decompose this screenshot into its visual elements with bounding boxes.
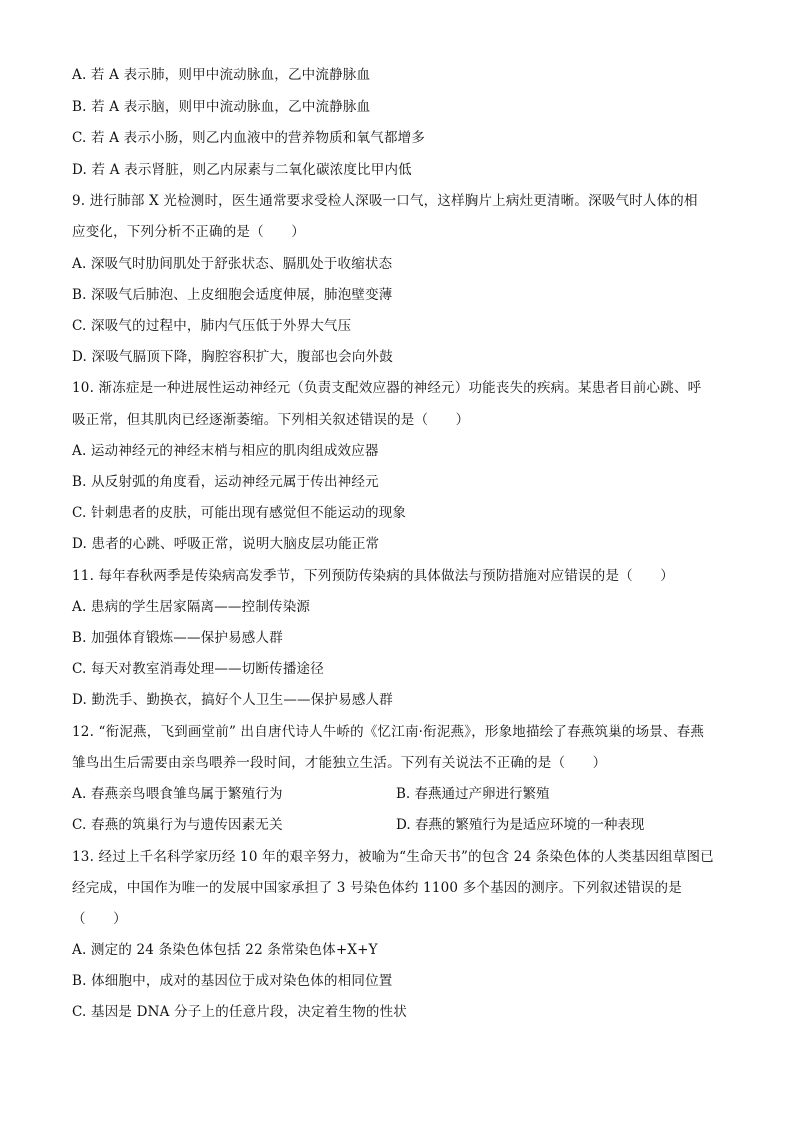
q10-option-a: A. 运动神经元的神经末梢与相应的肌肉组成效应器 (72, 443, 379, 459)
q11-stem-line1: 11. 每年春秋两季是传染病高发季节，下列预防传染病的具体做法与预防措施对应错误的是（ ） (72, 568, 674, 584)
q11-option-d: D. 勤洗手、勤换衣，搞好个人卫生——保护易感人群 (72, 692, 393, 708)
q10-stem-line1: 10. 渐冻症是一种进展性运动神经元（负责支配效应器的神经元）功能丧失的疾病。某患者目前心跳、呼 (72, 380, 702, 396)
q12-option-a: A. 春燕亲鸟喂食雏鸟属于繁殖行为 (72, 786, 283, 802)
q8-option-c: C. 若 A 表示小肠，则乙内血液中的营养物质和氧气都增多 (72, 130, 426, 146)
q10-option-d: D. 患者的心跳、呼吸正常，说明大脑皮层功能正常 (72, 536, 380, 552)
q9-option-d: D. 深吸气膈顶下降，胸腔容积扩大，腹部也会向外鼓 (72, 349, 393, 365)
q13-option-c: C. 基因是 DNA 分子上的任意片段，决定着生物的性状 (72, 1004, 407, 1020)
q13-stem-line2: 经完成，中国作为唯一的发展中国家承担了 3 号染色体约 1100 多个基因的测序。下列叙述错误的是 (72, 880, 682, 896)
q10-option-c: C. 针刺患者的皮肤，可能出现有感觉但不能运动的现象 (72, 505, 407, 521)
q12-stem-line1: 12. “衔泥燕，飞到画堂前” 出自唐代诗人牛峤的《忆江南·衔泥燕》，形象地描绘了春燕筑巢的场景、春燕 (72, 724, 705, 740)
q12-option-c: C. 春燕的筑巢行为与遗传因素无关 (72, 817, 283, 833)
q10-stem-line2: 吸正常，但其肌肉已经逐渐萎缩。下列相关叙述错误的是（ ） (72, 412, 470, 428)
q8-option-d: D. 若 A 表示肾脏，则乙内尿素与二氧化碳浓度比甲内低 (72, 162, 412, 178)
q9-option-b: B. 深吸气后肺泡、上皮细胞会适度伸展，肺泡壁变薄 (72, 287, 393, 303)
q13-option-a: A. 测定的 24 条染色体包括 22 条常染色体+X+Y (72, 942, 378, 958)
q8-option-b: B. 若 A 表示脑，则甲中流动脉血，乙中流静脉血 (72, 99, 371, 115)
q10-option-b: B. 从反射弧的角度看，运动神经元属于传出神经元 (72, 474, 379, 490)
q9-option-a: A. 深吸气时肋间肌处于舒张状态、膈肌处于收缩状态 (72, 256, 393, 272)
q11-option-c: C. 每天对教室消毒处理——切断传播途径 (72, 661, 324, 677)
q12-option-d: D. 春燕的繁殖行为是适应环境的一种表现 (396, 817, 645, 833)
q9-option-c: C. 深吸气的过程中，肺内气压低于外界大气压 (72, 318, 352, 334)
q11-option-b: B. 加强体育锻炼——保护易感人群 (72, 630, 283, 646)
q13-option-b: B. 体细胞中，成对的基因位于成对染色体的相同位置 (72, 973, 393, 989)
q9-stem-line1: 9. 进行肺部 X 光检测时，医生通常要求受检人深吸一口气，这样胸片上病灶更清晰。深吸气时人体的相 (72, 193, 698, 209)
q12-stem-line2: 雏鸟出生后需要由亲鸟喂养一段时间，才能独立生活。下列有关说法不正确的是（ ） (72, 755, 607, 771)
q13-stem-line3: （ ） (72, 911, 127, 927)
q9-stem-line2: 应变化，下列分析不正确的是（ ） (72, 224, 305, 240)
q11-option-a: A. 患病的学生居家隔离——控制传染源 (72, 599, 311, 615)
q12-option-b: B. 春燕通过产卵进行繁殖 (396, 786, 550, 802)
q8-option-a: A. 若 A 表示肺，则甲中流动脉血，乙中流静脉血 (72, 67, 371, 83)
q13-stem-line1: 13. 经过上千名科学家历经 10 年的艰辛努力，被喻为“生命天书”的包含 24 条染色体的人类基因组草图已 (72, 849, 714, 865)
